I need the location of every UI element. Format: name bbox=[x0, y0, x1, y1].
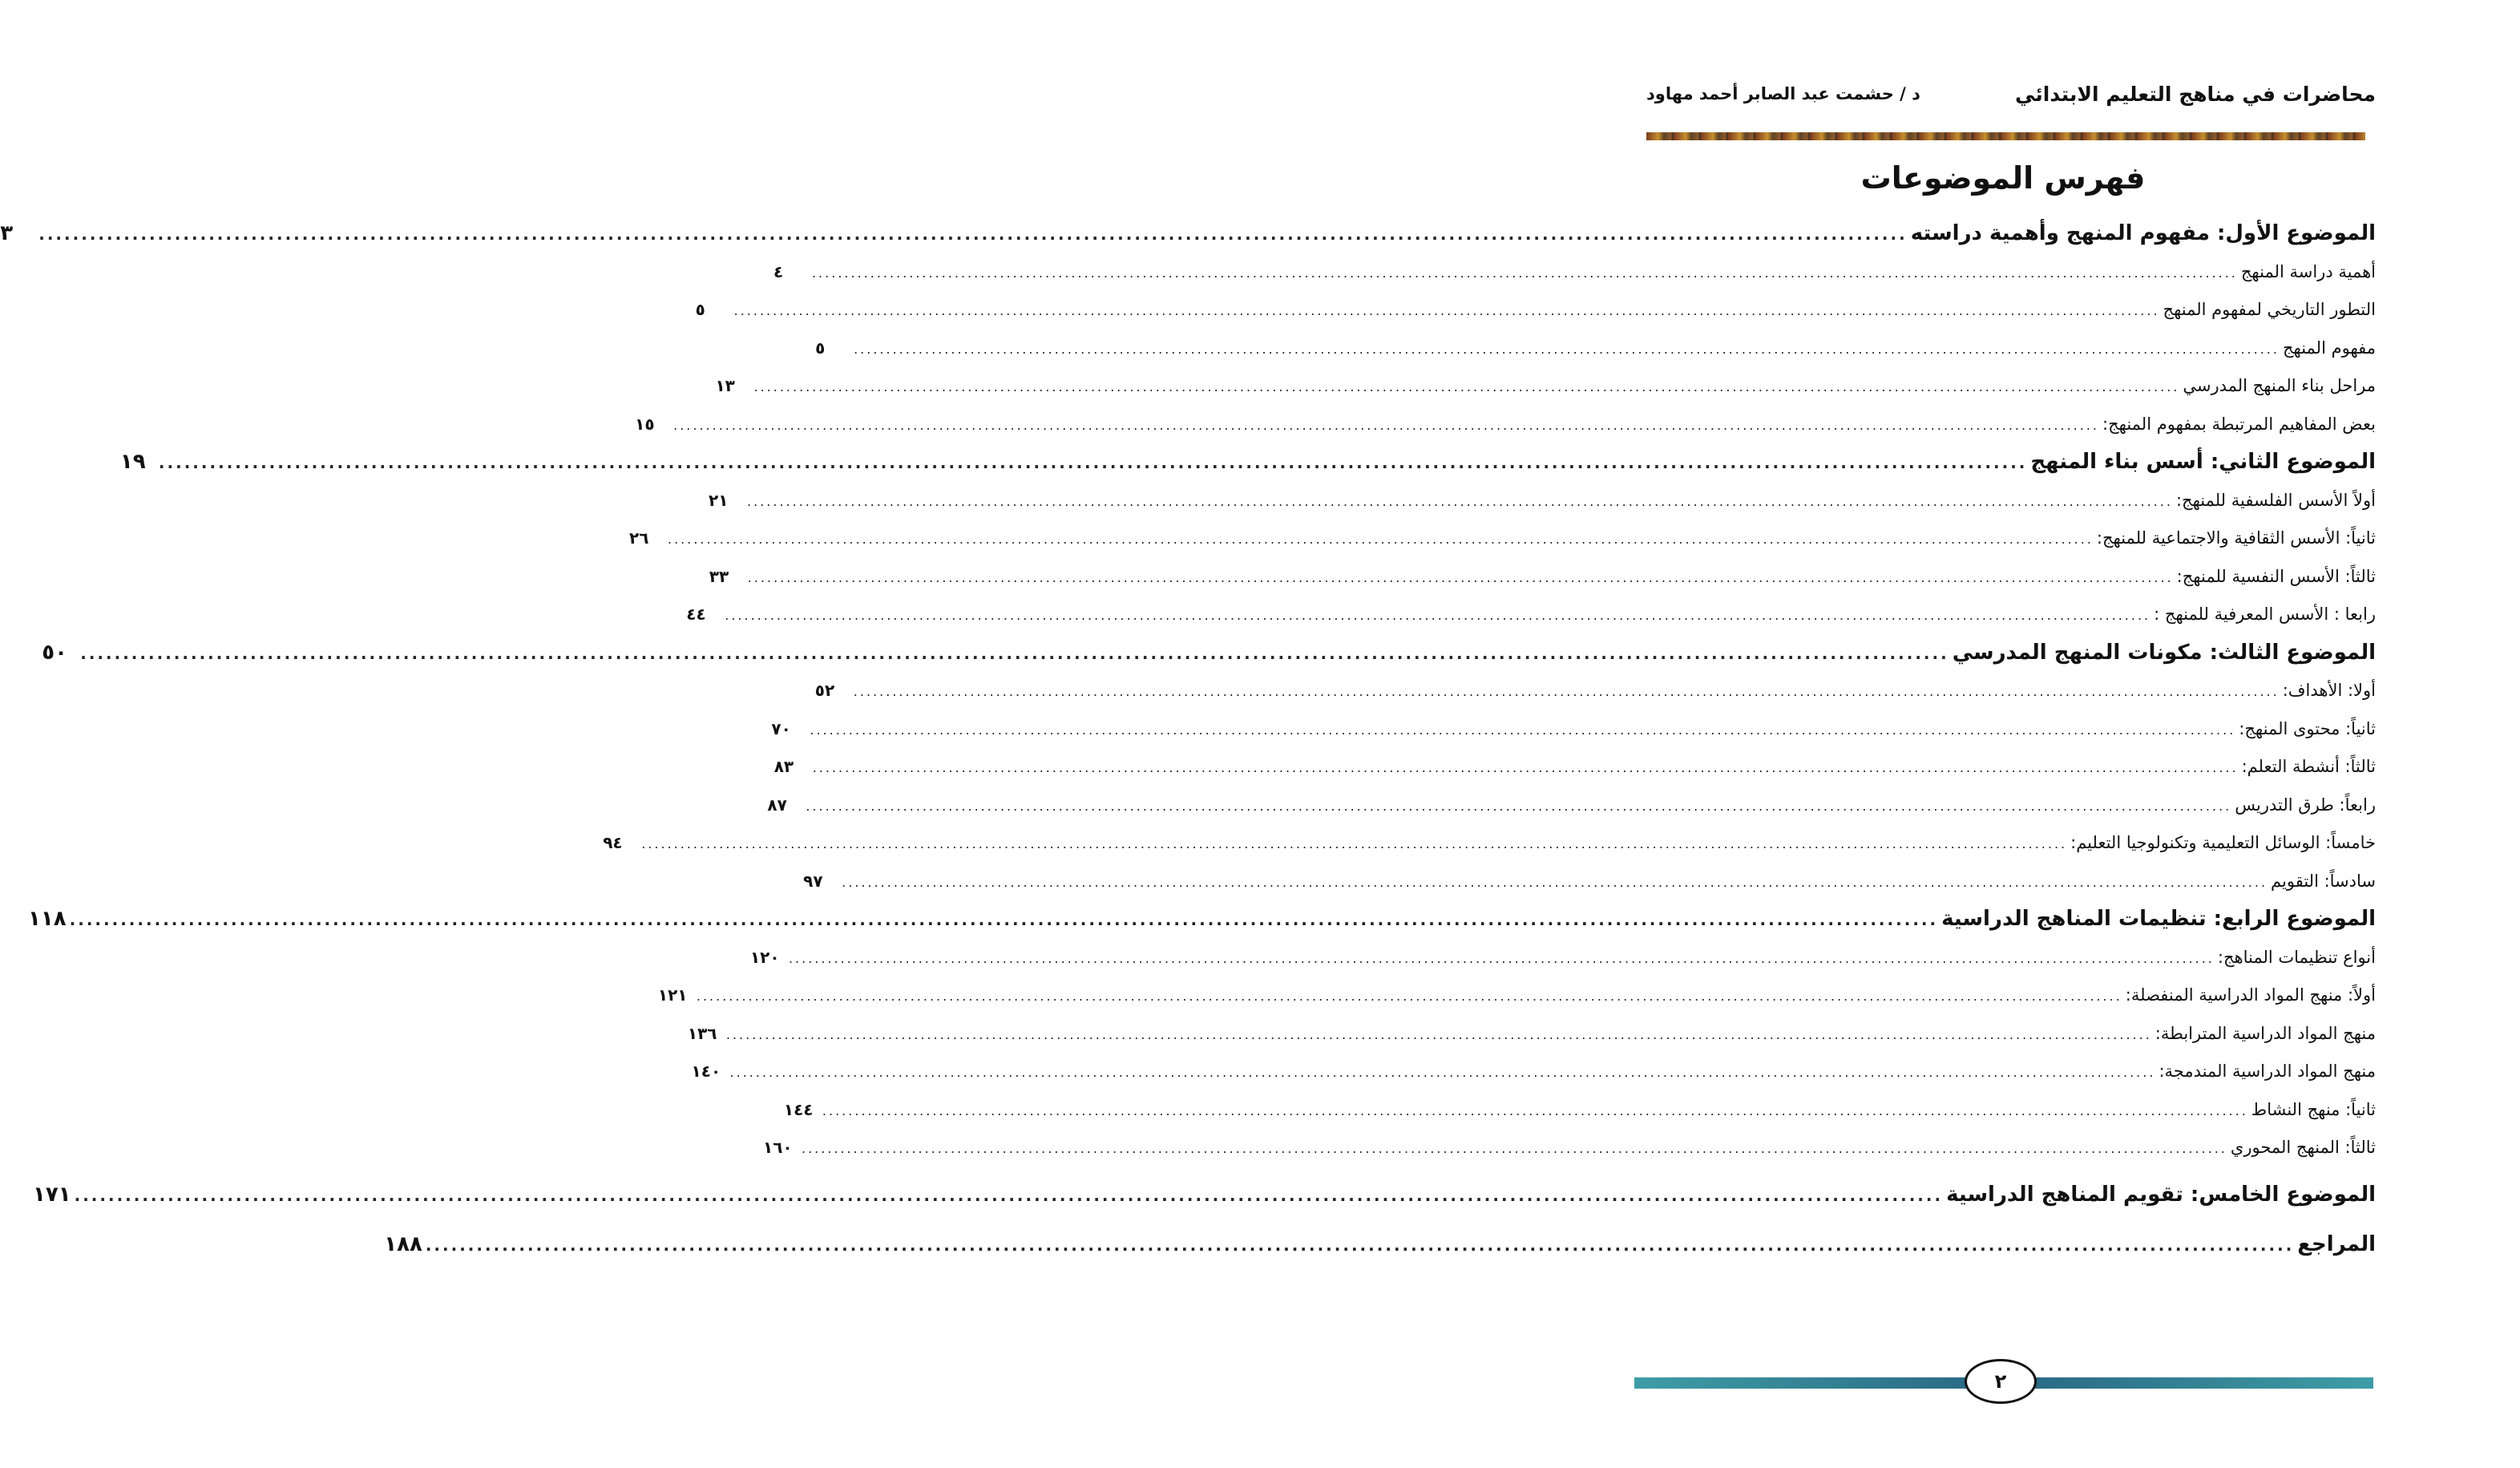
toc-entry-label: أولا: الأهداف: bbox=[2282, 681, 2376, 700]
toc-page-number: ٢٦ bbox=[629, 528, 649, 548]
toc-entry-label: أولاً: منهج المواد الدراسية المنفصلة: bbox=[2125, 985, 2376, 1005]
toc-entry-label: خامساً: الوسائل التعليمية وتكنولوجيا التعليم: bbox=[2070, 833, 2376, 852]
toc-chapter-row bbox=[42, 634, 2376, 673]
toc-page-number: ٩٧ bbox=[803, 871, 823, 891]
dot-leader: ............................................................................................................................................................................................................................ bbox=[806, 798, 2232, 814]
dot-leader: ............................................................................................................................................................................................................................ bbox=[69, 910, 1939, 929]
toc-page-number: ٧٠ bbox=[771, 718, 791, 738]
toc-entry-row bbox=[629, 520, 2376, 558]
toc-entry-label: ثانياً: منهج النشاط bbox=[2251, 1099, 2376, 1119]
toc-entry-label: الموضوع الثاني: أسس بناء المنهج bbox=[2030, 450, 2376, 474]
toc-page-number: ٥ bbox=[695, 300, 705, 319]
toc-entry-row bbox=[767, 787, 2376, 825]
toc-entry-label: الموضوع الأول: مفهوم المنهج وأهمية دراسته bbox=[1910, 221, 2376, 245]
toc-page-number: ١٧١ bbox=[32, 1182, 71, 1207]
dot-leader: ............................................................................................................................................................................................................................ bbox=[810, 722, 2236, 738]
dot-leader: ............................................................................................................................................................................................................................ bbox=[842, 874, 2268, 890]
toc-entry-label: سادساً: التقويم bbox=[2271, 871, 2376, 891]
toc-entry-row bbox=[815, 330, 2376, 368]
dot-leader: ............................................................................................................................................................................................................................ bbox=[696, 989, 2122, 1004]
toc-entry-label: ثالثاً: أنشطة التعلم: bbox=[2241, 757, 2376, 776]
toc-entry-row bbox=[709, 482, 2376, 520]
page-header bbox=[1646, 74, 2376, 114]
toc-entry-label: ثانياً: الأسس الثقافية والاجتماعية للمنهج: bbox=[2096, 528, 2376, 548]
toc-entry-row bbox=[762, 1129, 2376, 1167]
page-title: فهرس الموضوعات bbox=[1860, 160, 2146, 196]
toc-chapter-row bbox=[0, 215, 2376, 253]
dot-leader: ............................................................................................................................................................................................................................ bbox=[729, 1065, 2156, 1080]
dot-leader: ............................................................................................................................................................................................................................ bbox=[812, 760, 2239, 775]
toc-entry-label: الموضوع الخامس: تقويم المناهج الدراسية bbox=[1946, 1182, 2376, 1207]
toc-entry-row bbox=[803, 863, 2376, 901]
toc-entry-label: رابعاً: طرق التدريس bbox=[2235, 795, 2376, 815]
toc-entry-row bbox=[635, 406, 2376, 444]
toc-page-number: ١٩ bbox=[119, 450, 146, 474]
toc-entry-row bbox=[783, 1091, 2376, 1130]
toc-entry-row bbox=[657, 977, 2376, 1015]
toc-entry-label: أهمية دراسة المنهج bbox=[2240, 261, 2376, 281]
dot-leader: ............................................................................................................................................................................................................................ bbox=[853, 684, 2280, 699]
dot-leader: ............................................................................................................................................................................................................................ bbox=[753, 379, 2180, 394]
toc-page-number: ٨٧ bbox=[767, 795, 787, 815]
toc-entry-label: أولاً الأسس الفلسفية للمنهج: bbox=[2175, 490, 2376, 510]
dot-leader: ............................................................................................................................................................................................................................ bbox=[725, 1026, 2152, 1042]
toc-chapter-row bbox=[384, 1222, 2376, 1267]
toc-page-number: ٤٤ bbox=[686, 605, 706, 624]
dot-leader: ............................................................................................................................................................................................................................ bbox=[788, 950, 2215, 966]
dot-leader: ............................................................................................................................................................................................................................ bbox=[425, 1235, 2295, 1255]
toc-entry-row bbox=[715, 367, 2376, 406]
dot-leader: ............................................................................................................................................................................................................................ bbox=[854, 341, 2280, 357]
toc-page-number: ٤ bbox=[773, 261, 784, 281]
dot-leader: ............................................................................................................................................................................................................................ bbox=[158, 453, 2028, 472]
toc-entry-label: منهج المواد الدراسية المندمجة: bbox=[2159, 1062, 2376, 1081]
toc-page-number: ٣٣ bbox=[709, 566, 729, 586]
toc-entry-label: مراحل بناء المنهج المدرسي bbox=[2183, 376, 2376, 395]
dot-leader: ............................................................................................................................................................................................................................ bbox=[801, 1141, 2227, 1156]
toc-page-number: ٢١ bbox=[709, 490, 729, 510]
toc-entry-label: مفهوم المنهج bbox=[2282, 338, 2376, 358]
toc-page-number: ١٣٦ bbox=[687, 1023, 717, 1043]
dot-leader: ............................................................................................................................................................................................................................ bbox=[74, 1185, 1944, 1205]
toc-page-number: ٨٣ bbox=[773, 757, 794, 776]
toc-entry-label: ثالثاً: الأسس النفسية للمنهج: bbox=[2176, 566, 2376, 586]
toc-chapter-row bbox=[32, 1172, 2376, 1217]
toc-page-number: ٣ bbox=[0, 221, 14, 245]
toc-entry-row bbox=[603, 824, 2376, 863]
toc-page-number: ١٤٤ bbox=[783, 1099, 814, 1119]
toc-entry-label: ثانياً: محتوى المنهج: bbox=[2239, 718, 2376, 738]
toc-entry-row bbox=[686, 596, 2376, 634]
toc-entry-row bbox=[695, 291, 2376, 330]
toc-entry-label: منهج المواد الدراسية المترابطة: bbox=[2155, 1023, 2376, 1043]
page-number-badge bbox=[1965, 1359, 2037, 1404]
toc-entry-label: التطور التاريخي لمفهوم المنهج bbox=[2163, 300, 2376, 319]
dot-leader: ............................................................................................................................................................................................................................ bbox=[822, 1102, 2248, 1118]
toc-page-number: ١٤٠ bbox=[691, 1062, 721, 1081]
dot-leader: ............................................................................................................................................................................................................................ bbox=[673, 417, 2100, 433]
toc-entry-row bbox=[749, 939, 2376, 977]
dot-leader: ............................................................................................................................................................................................................................ bbox=[38, 224, 1908, 244]
toc-entry-row bbox=[773, 253, 2376, 292]
toc-page-number: ١٦٠ bbox=[762, 1138, 793, 1157]
book-title: محاضرات في مناهج التعليم الابتدائي bbox=[2015, 82, 2376, 106]
table-of-contents bbox=[0, 215, 2376, 1267]
header-divider bbox=[1646, 132, 2365, 140]
dot-leader: ............................................................................................................................................................................................................................ bbox=[725, 608, 2151, 623]
toc-entry-row bbox=[773, 748, 2376, 787]
dot-leader: ............................................................................................................................................................................................................................ bbox=[733, 303, 2160, 318]
toc-entry-label: الموضوع الرابع: تنظيمات المناهج الدراسية bbox=[1941, 907, 2376, 931]
toc-page-number: ١٥ bbox=[635, 414, 655, 434]
toc-page-number: ١١٨ bbox=[28, 907, 67, 931]
dot-leader: ............................................................................................................................................................................................................................ bbox=[668, 532, 2094, 547]
toc-entry-label: أنواع تنظيمات المناهج: bbox=[2217, 947, 2376, 967]
dot-leader: ............................................................................................................................................................................................................................ bbox=[747, 493, 2173, 509]
toc-page-number: ٥ bbox=[815, 338, 826, 358]
toc-chapter-row bbox=[28, 900, 2376, 939]
toc-entry-row bbox=[709, 558, 2376, 597]
author-name: د / حشمت عبد الصابر أحمد مهاود bbox=[1646, 84, 1920, 103]
toc-entry-label: ثالثاً: المنهج المحوري bbox=[2230, 1138, 2376, 1157]
toc-entry-label: المراجع bbox=[2297, 1231, 2376, 1256]
toc-page-number: ٥٢ bbox=[814, 681, 835, 700]
toc-page-number: ١٨٨ bbox=[384, 1231, 422, 1256]
dot-leader: ............................................................................................................................................................................................................................ bbox=[641, 836, 2068, 851]
toc-entry-row bbox=[687, 1015, 2376, 1053]
toc-entry-label: رابعا : الأسس المعرفية للمنهج : bbox=[2154, 605, 2376, 624]
page-number: ٢ bbox=[1994, 1370, 2007, 1393]
toc-page-number: ٥٠ bbox=[42, 640, 67, 665]
dot-leader: ............................................................................................................................................................................................................................ bbox=[747, 569, 2174, 585]
dot-leader: ............................................................................................................................................................................................................................ bbox=[80, 643, 1949, 663]
toc-page-number: ٩٤ bbox=[603, 833, 623, 852]
toc-chapter-row bbox=[119, 443, 2376, 482]
toc-entry-row bbox=[814, 672, 2376, 710]
toc-entry-row bbox=[691, 1053, 2376, 1091]
dot-leader: ............................................................................................................................................................................................................................ bbox=[811, 265, 2238, 281]
toc-page-number: ١٢١ bbox=[657, 985, 688, 1005]
toc-entry-label: الموضوع الثالث: مكونات المنهج المدرسي bbox=[1952, 640, 2376, 665]
toc-page-number: ١٣ bbox=[715, 376, 735, 395]
toc-page-number: ١٢٠ bbox=[749, 947, 780, 967]
toc-entry-label: بعض المفاهيم المرتبطة بمفهوم المنهج: bbox=[2102, 414, 2376, 434]
toc-entry-row bbox=[771, 710, 2376, 749]
